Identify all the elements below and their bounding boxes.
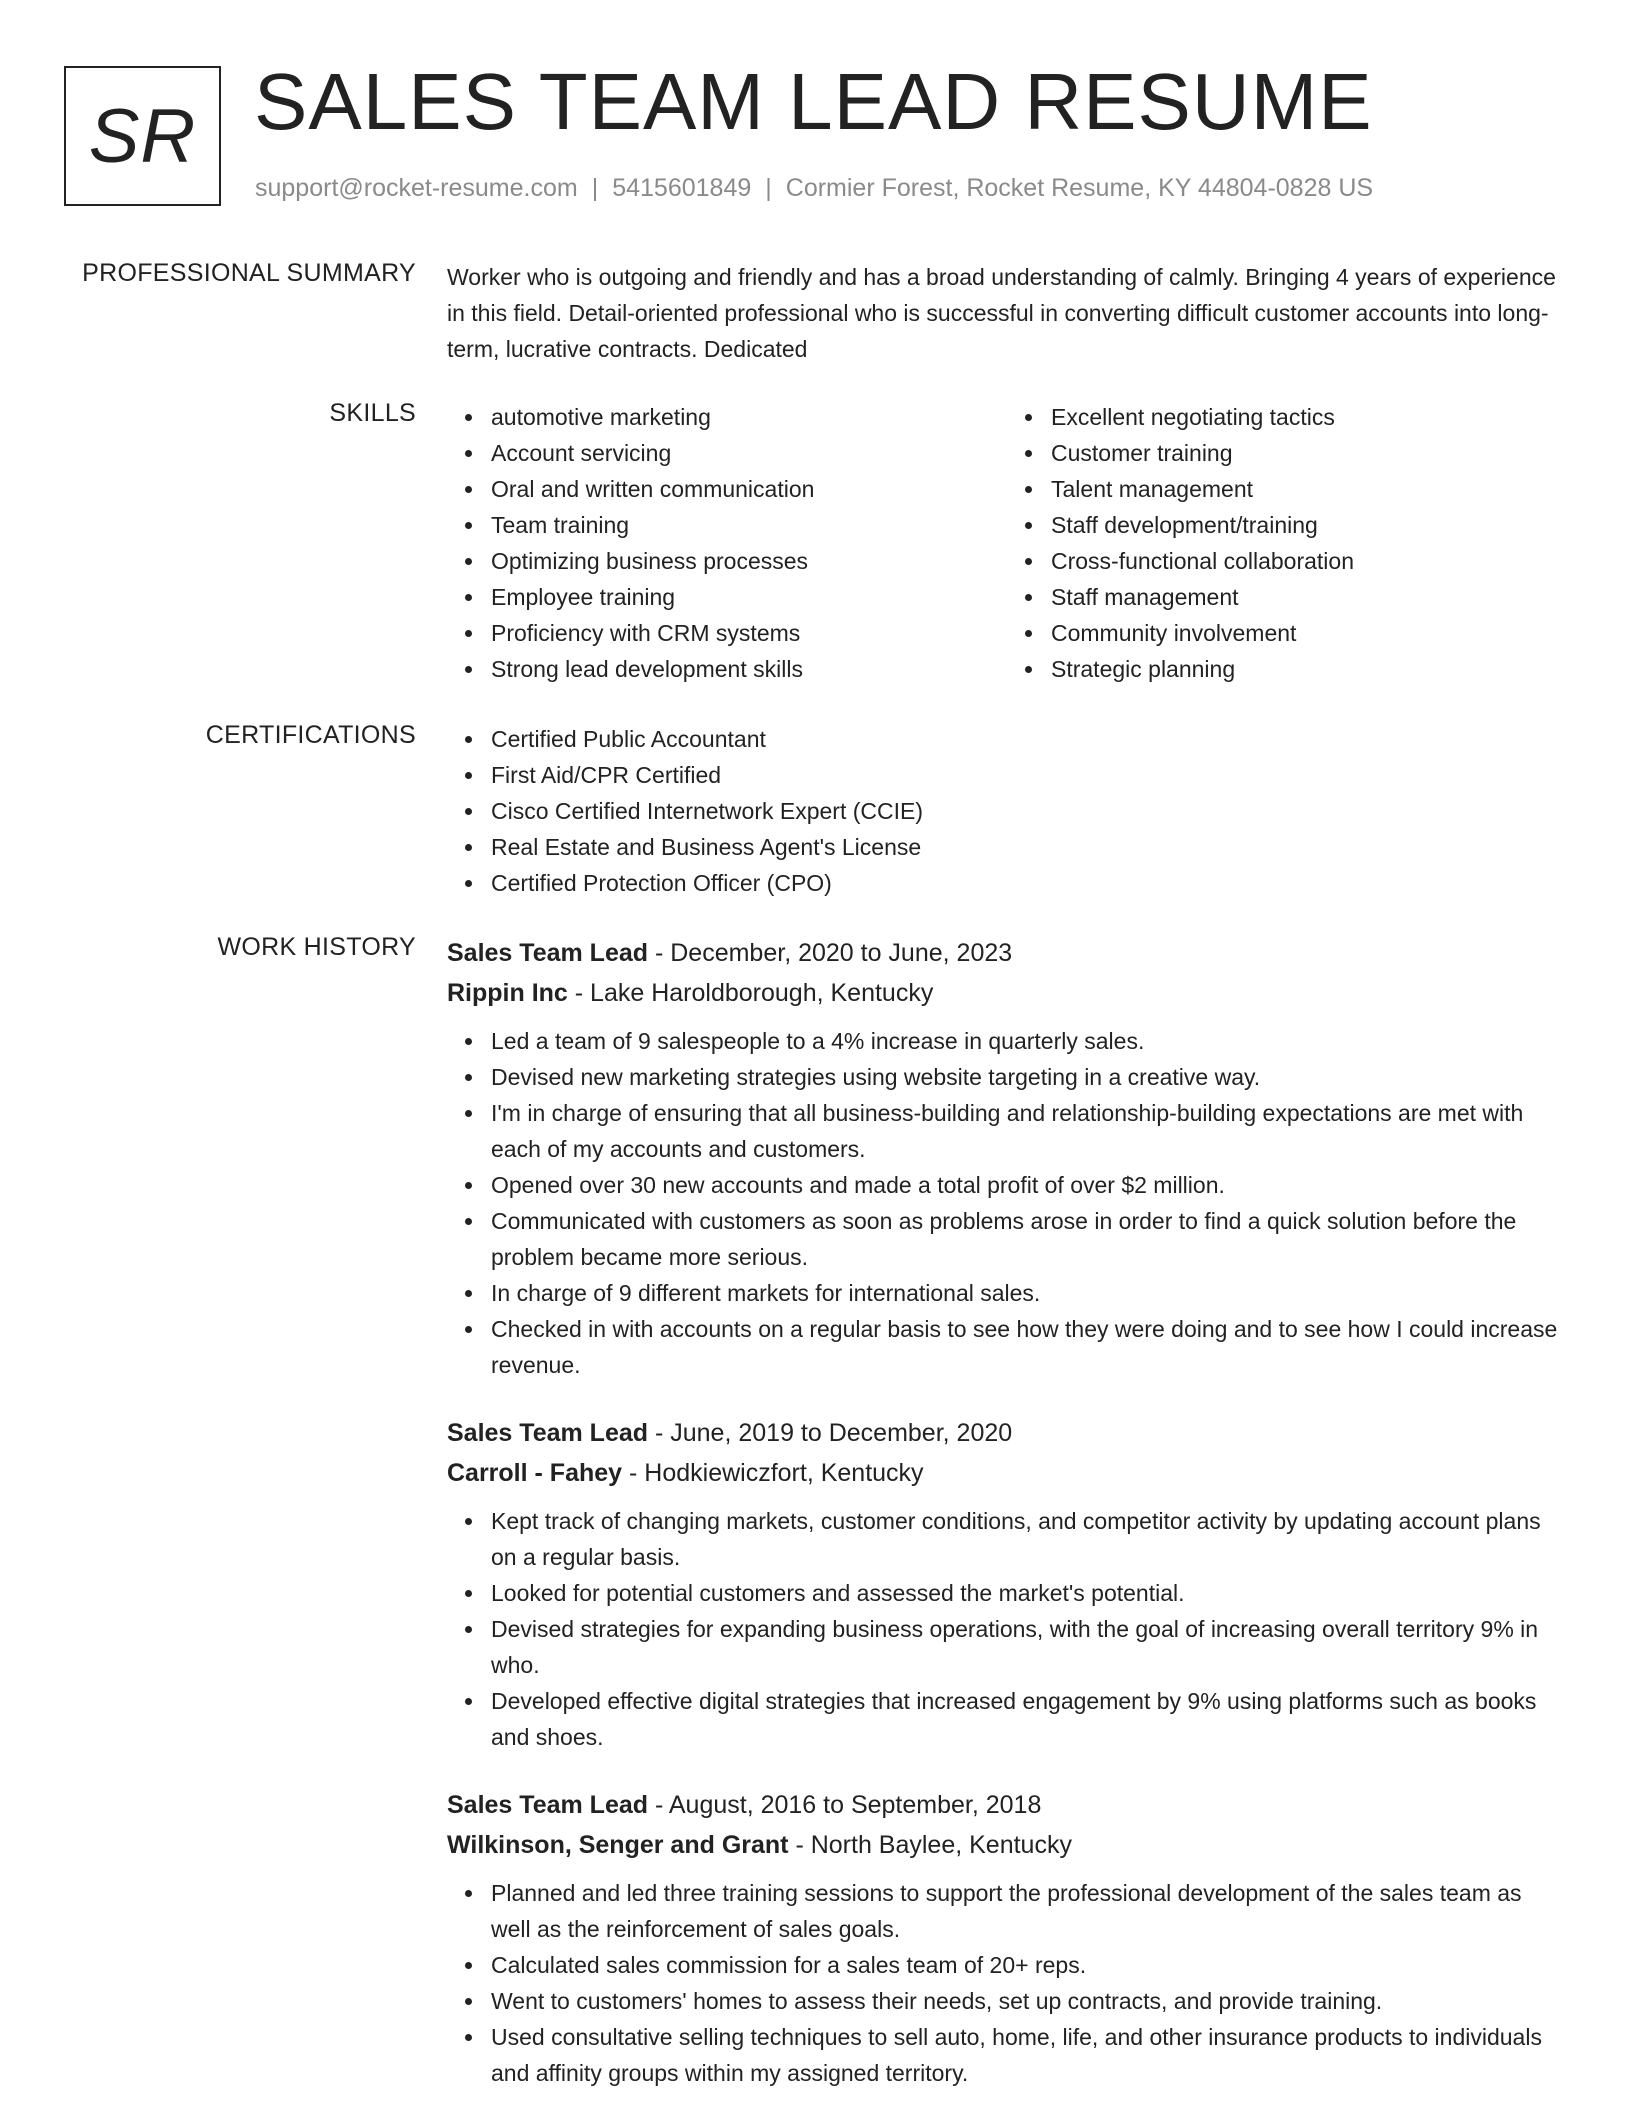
- certification-item: Certified Protection Officer (CPO): [491, 865, 1567, 901]
- job-company-line: [447, 1453, 1567, 1493]
- certification-item: First Aid/CPR Certified: [491, 757, 1567, 793]
- job-bullets: [447, 1023, 1567, 1383]
- job-bullet: Used consultative selling techniques to sell auto, home, life, and other insurance products to individuals and affinity groups within my assigned territory.: [491, 2019, 1567, 2091]
- contact-separator: |: [591, 174, 599, 202]
- skill-item: Optimizing business processes: [491, 543, 1007, 579]
- job-bullet: Devised strategies for expanding business operations, with the goal of increasing overall territory 9% in who.: [491, 1611, 1567, 1683]
- job-entry: [447, 933, 1567, 1383]
- job-bullet: Devised new marketing strategies using website targeting in a creative way.: [491, 1059, 1567, 1095]
- summary-section: [447, 259, 1567, 367]
- skill-item: Oral and written communication: [491, 471, 1007, 507]
- skill-item: automotive marketing: [491, 399, 1007, 435]
- job-bullet: Went to customers' homes to assess their needs, set up contracts, and provide training.: [491, 1983, 1567, 2019]
- job-company-line: [447, 973, 1567, 1013]
- monogram-text: SR: [88, 93, 197, 179]
- skill-item: Strong lead development skills: [491, 651, 1007, 687]
- job-location: - Hodkiewiczfort, Kentucky: [622, 1459, 924, 1487]
- skill-item: Excellent negotiating tactics: [1051, 399, 1567, 435]
- section-label-skills: SKILLS: [329, 399, 416, 427]
- job-title: Sales Team Lead: [447, 1419, 649, 1447]
- skill-item: Strategic planning: [1051, 651, 1567, 687]
- skill-item: Staff development/training: [1051, 507, 1567, 543]
- job-entry: [447, 1785, 1567, 2091]
- section-label-work-history: WORK HISTORY: [217, 933, 416, 961]
- job-bullet: Developed effective digital strategies that increased engagement by 9% using platforms such as books and shoes.: [491, 1683, 1567, 1755]
- job-bullets: [447, 1503, 1567, 1755]
- job-bullet: Calculated sales commission for a sales team of 20+ reps.: [491, 1947, 1567, 1983]
- monogram-logo: [64, 66, 221, 206]
- job-bullet: In charge of 9 different markets for international sales.: [491, 1275, 1567, 1311]
- job-location: - North Baylee, Kentucky: [788, 1831, 1072, 1859]
- contact-phone: 5415601849: [612, 174, 752, 202]
- job-dates: - June, 2019 to December, 2020: [648, 1419, 1013, 1447]
- job-title-line: [447, 1785, 1567, 1825]
- section-label-certifications: CERTIFICATIONS: [205, 721, 416, 749]
- contact-address: Cormier Forest, Rocket Resume, KY 44804-0828 US: [785, 174, 1374, 202]
- job-bullets: [447, 1875, 1567, 2091]
- work-history-section: [447, 933, 1567, 2121]
- skills-section: [447, 399, 1567, 687]
- job-dates: - December, 2020 to June, 2023: [648, 939, 1013, 967]
- job-bullet: Checked in with accounts on a regular basis to see how they were doing and to see how I could increase revenue.: [491, 1311, 1567, 1383]
- certifications-list: [447, 721, 1567, 901]
- skill-item: Team training: [491, 507, 1007, 543]
- skill-item: Community involvement: [1051, 615, 1567, 651]
- summary-text: Worker who is outgoing and friendly and has a broad understanding of calmly. Bringing 4 years of experience in this field. Detail-oriented professional who is successful in converting difficult customer accounts into long-term, lucrative contracts. Dedicated: [447, 264, 1556, 362]
- skill-item: Cross-functional collaboration: [1051, 543, 1567, 579]
- certifications-section: [447, 721, 1567, 901]
- job-title-line: [447, 933, 1567, 973]
- section-label-summary: PROFESSIONAL SUMMARY: [82, 259, 416, 287]
- skill-item: Account servicing: [491, 435, 1007, 471]
- job-dates: - August, 2016 to September, 2018: [648, 1791, 1042, 1819]
- job-bullet: Led a team of 9 salespeople to a 4% increase in quarterly sales.: [491, 1023, 1567, 1059]
- skill-item: Staff management: [1051, 579, 1567, 615]
- job-company: Wilkinson, Senger and Grant: [447, 1831, 789, 1859]
- job-bullet: Opened over 30 new accounts and made a total profit of over $2 million.: [491, 1167, 1567, 1203]
- contact-email: support@rocket-resume.com: [255, 174, 578, 202]
- contact-separator: |: [765, 174, 772, 202]
- job-location: - Lake Haroldborough, Kentucky: [567, 979, 934, 1007]
- job-company: Rippin Inc: [447, 979, 568, 1007]
- job-bullet: Communicated with customers as soon as problems arose in order to find a quick solution before the problem became more serious.: [491, 1203, 1567, 1275]
- job-bullet: Planned and led three training sessions to support the professional development of the sales team as well as the reinforcement of sales goals.: [491, 1875, 1567, 1947]
- skill-item: Talent management: [1051, 471, 1567, 507]
- job-bullet: Looked for potential customers and assessed the market's potential.: [491, 1575, 1567, 1611]
- job-bullet: Kept track of changing markets, customer conditions, and competitor activity by updating account plans on a regular basis.: [491, 1503, 1567, 1575]
- job-title: Sales Team Lead: [447, 939, 649, 967]
- job-entry: [447, 1413, 1567, 1755]
- certification-item: Certified Public Accountant: [491, 721, 1567, 757]
- skills-list-right: [1007, 399, 1567, 687]
- job-title: Sales Team Lead: [447, 1791, 649, 1819]
- job-company: Carroll - Fahey: [447, 1459, 623, 1487]
- skill-item: Proficiency with CRM systems: [491, 615, 1007, 651]
- certification-item: Cisco Certified Internetwork Expert (CCIE): [491, 793, 1567, 829]
- skill-item: Employee training: [491, 579, 1007, 615]
- skill-item: Customer training: [1051, 435, 1567, 471]
- contact-line: [255, 174, 1373, 203]
- certification-item: Real Estate and Business Agent's License: [491, 829, 1567, 865]
- job-title-line: [447, 1413, 1567, 1453]
- job-company-line: [447, 1825, 1567, 1865]
- resume-title: SALES TEAM LEAD RESUME: [254, 57, 1373, 146]
- skills-list-left: [447, 399, 1007, 687]
- job-bullet: I'm in charge of ensuring that all business-building and relationship-building expectations are met with each of my accounts and customers.: [491, 1095, 1567, 1167]
